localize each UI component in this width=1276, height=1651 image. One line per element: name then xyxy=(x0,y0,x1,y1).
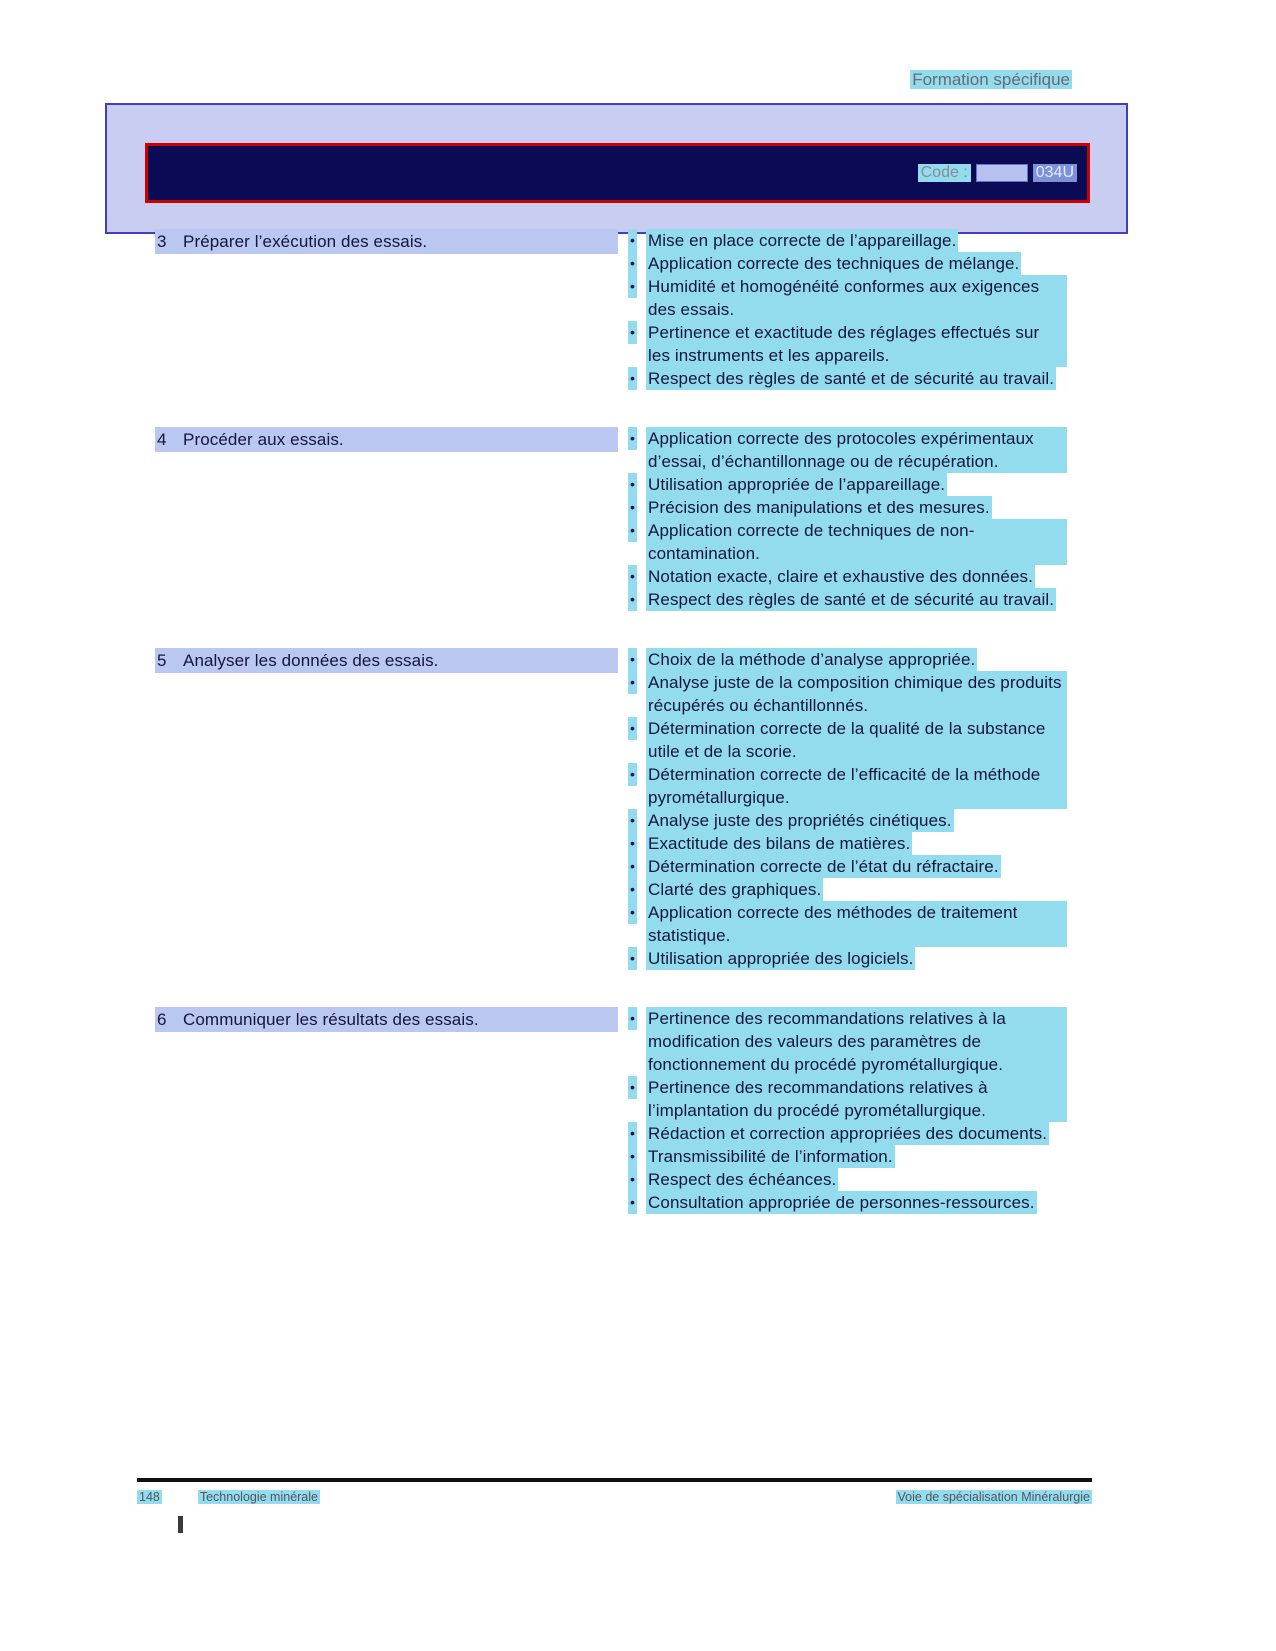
task-number: 5 xyxy=(157,651,167,670)
criteria-list xyxy=(628,229,1067,390)
criterion-item xyxy=(628,1191,1067,1214)
bullet-icon: • xyxy=(628,229,637,252)
bullet-icon: • xyxy=(628,947,637,970)
task-text: Analyser les données des essais. xyxy=(183,651,439,670)
bullet-icon: • xyxy=(628,321,637,344)
task-cell xyxy=(155,648,628,673)
bullet-icon: • xyxy=(628,855,637,878)
footer-right-text: Voie de spécialisation Minéralurgie xyxy=(897,1490,1090,1504)
code-field xyxy=(976,164,1028,182)
criterion-item xyxy=(628,473,1067,496)
bullet-icon: • xyxy=(628,588,637,611)
bullet-icon: • xyxy=(628,1076,637,1099)
bullet-icon: • xyxy=(628,1191,637,1214)
bullet-icon: • xyxy=(628,1145,637,1168)
page-footer xyxy=(137,1490,1092,1504)
criterion-item xyxy=(628,717,1067,763)
criterion-text: Respect des règles de santé et de sécurité au travail. xyxy=(648,369,1055,388)
code-area xyxy=(918,164,1077,182)
criterion-item xyxy=(628,496,1067,519)
criterion-item xyxy=(628,878,1067,901)
criterion-text: Rédaction et correction appropriées des documents. xyxy=(648,1124,1048,1143)
task-cell xyxy=(155,229,628,254)
criteria-list xyxy=(628,1007,1067,1214)
criterion-item xyxy=(628,427,1067,473)
criterion-text: Pertinence des recommandations relatives à la modification des valeurs des paramètres de fonctionnement du procédé pyrométallurgique. xyxy=(646,1007,1067,1076)
criterion-text: Analyse juste des propriétés cinétiques. xyxy=(648,811,952,830)
task-text: Procéder aux essais. xyxy=(183,430,344,449)
criteria-list xyxy=(628,648,1067,970)
table-row xyxy=(155,648,1067,970)
bullet-icon: • xyxy=(628,496,637,519)
criterion-text: Respect des échéances. xyxy=(648,1170,837,1189)
criterion-item xyxy=(628,367,1067,390)
task-line xyxy=(155,229,618,254)
criterion-text: Humidité et homogénéité conformes aux exigences des essais. xyxy=(646,275,1067,321)
criterion-item xyxy=(628,321,1067,367)
bullet-icon: • xyxy=(628,275,637,298)
criterion-item xyxy=(628,252,1067,275)
criterion-item xyxy=(628,519,1067,565)
criterion-item xyxy=(628,588,1067,611)
running-header xyxy=(0,70,1072,90)
criterion-text: Application correcte de techniques de non-contamination. xyxy=(646,519,1067,565)
bullet-icon: • xyxy=(628,832,637,855)
task-cell xyxy=(155,1007,628,1032)
criterion-text: Utilisation appropriée des logiciels. xyxy=(648,949,914,968)
criterion-text: Analyse juste de la composition chimique des produits récupérés ou échantillonnés. xyxy=(646,671,1067,717)
bullet-icon: • xyxy=(628,878,637,901)
criterion-text: Exactitude des bilans de matières. xyxy=(648,834,911,853)
criterion-text: Transmissibilité de l’information. xyxy=(648,1147,893,1166)
criterion-item xyxy=(628,947,1067,970)
task-number: 6 xyxy=(157,1010,167,1029)
criterion-text: Détermination correcte de l’état du réfractaire. xyxy=(648,857,999,876)
criterion-item xyxy=(628,648,1067,671)
task-line xyxy=(155,427,618,452)
criterion-text: Pertinence des recommandations relatives à l’implantation du procédé pyrométallurgique. xyxy=(646,1076,1067,1122)
title-banner-inner xyxy=(145,143,1090,203)
bullet-icon: • xyxy=(628,717,637,740)
criterion-text: Application correcte des protocoles expérimentaux d’essai, d’échantillonnage ou de récupération. xyxy=(646,427,1067,473)
bullet-icon: • xyxy=(628,427,637,450)
criterion-text: Détermination correcte de l’efficacité de la méthode pyrométallurgique. xyxy=(646,763,1067,809)
task-number: 4 xyxy=(157,430,167,449)
table-row xyxy=(155,229,1067,390)
bullet-icon: • xyxy=(628,1122,637,1145)
bullet-icon: • xyxy=(628,1007,637,1030)
criterion-text: Détermination correcte de la qualité de la substance utile et de la scorie. xyxy=(646,717,1067,763)
criterion-item xyxy=(628,229,1067,252)
criterion-item xyxy=(628,763,1067,809)
bullet-icon: • xyxy=(628,809,637,832)
criterion-text: Utilisation appropriée de l’appareillage. xyxy=(648,475,946,494)
criterion-item xyxy=(628,809,1067,832)
text-cursor-mark xyxy=(178,1516,183,1533)
criterion-text: Pertinence et exactitude des réglages effectués sur les instruments et les appareils. xyxy=(646,321,1067,367)
bullet-icon: • xyxy=(628,565,637,588)
criterion-text: Application correcte des méthodes de traitement statistique. xyxy=(646,901,1067,947)
criterion-text: Application correcte des techniques de mélange. xyxy=(648,254,1020,273)
criterion-item xyxy=(628,1122,1067,1145)
task-text: Communiquer les résultats des essais. xyxy=(183,1010,479,1029)
footer-rule xyxy=(137,1478,1092,1482)
bullet-icon: • xyxy=(628,367,637,390)
bullet-icon: • xyxy=(628,1168,637,1191)
task-line xyxy=(155,1007,618,1032)
criterion-text: Consultation appropriée de personnes-ressources. xyxy=(648,1193,1035,1212)
criterion-text: Mise en place correcte de l’appareillage. xyxy=(648,231,957,250)
bullet-icon: • xyxy=(628,252,637,275)
criterion-item xyxy=(628,855,1067,878)
criterion-item xyxy=(628,832,1067,855)
task-text: Préparer l’exécution des essais. xyxy=(183,232,428,251)
bullet-icon: • xyxy=(628,671,637,694)
criteria-list xyxy=(628,427,1067,611)
task-cell xyxy=(155,427,628,452)
criterion-text: Clarté des graphiques. xyxy=(648,880,822,899)
criterion-item xyxy=(628,565,1067,588)
bullet-icon: • xyxy=(628,763,637,786)
criterion-item xyxy=(628,671,1067,717)
bullet-icon: • xyxy=(628,901,637,924)
task-line xyxy=(155,648,618,673)
table-row xyxy=(155,1007,1067,1214)
bullet-icon: • xyxy=(628,648,637,671)
table-row xyxy=(155,427,1067,611)
criterion-item xyxy=(628,1076,1067,1122)
criterion-item xyxy=(628,1145,1067,1168)
criterion-item xyxy=(628,901,1067,947)
code-label: Code : xyxy=(918,164,971,182)
criterion-text: Précision des manipulations et des mesures. xyxy=(648,498,990,517)
criterion-text: Notation exacte, claire et exhaustive des données. xyxy=(648,567,1033,586)
criterion-item xyxy=(628,1007,1067,1076)
criterion-text: Choix de la méthode d’analyse appropriée. xyxy=(648,650,976,669)
footer-left-text: Technologie minérale xyxy=(199,1490,318,1504)
page-number: 148 xyxy=(139,1490,160,1504)
criterion-text: Respect des règles de santé et de sécurité au travail. xyxy=(648,590,1055,609)
criterion-item xyxy=(628,275,1067,321)
criterion-item xyxy=(628,1168,1067,1191)
title-banner xyxy=(105,103,1128,234)
code-value: 034U xyxy=(1033,164,1077,182)
criteria-table xyxy=(155,229,1067,1251)
running-header-label: Formation spécifique xyxy=(912,70,1070,89)
task-number: 3 xyxy=(157,232,167,251)
bullet-icon: • xyxy=(628,519,637,542)
bullet-icon: • xyxy=(628,473,637,496)
